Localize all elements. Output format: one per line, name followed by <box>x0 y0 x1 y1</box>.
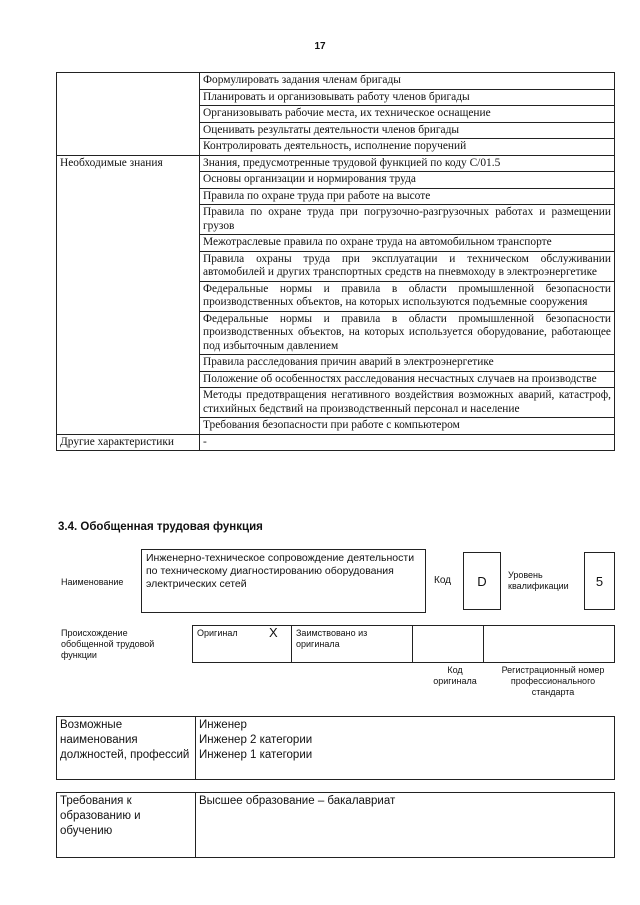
knowledge-cell: Правила по охране труда при работе на высоте <box>200 188 615 205</box>
origin-code-caption: Код оригинала <box>433 665 477 686</box>
skill-cell: Организовывать рабочие места, их техническое оснащение <box>200 106 615 123</box>
origin-mark: X <box>269 625 278 640</box>
skill-cell: Формулировать задания членам бригады <box>200 73 615 90</box>
other-characteristics-label: Другие характеристики <box>57 434 200 451</box>
origin-table <box>192 625 615 663</box>
function-name-box <box>141 549 426 613</box>
origin-borrowed-label: Заимствовано из оригинала <box>296 628 368 649</box>
level-label: Уровень квалификации <box>508 570 569 591</box>
knowledge-cell: Федеральные нормы и правила в области промышленной безопасности производственных объектов, на которых используются подъемные сооружения <box>200 281 615 311</box>
skill-cell: Контролировать деятельность, исполнение поручений <box>200 139 615 156</box>
knowledge-cell: Методы предотвращения негативного воздействия возможных аварий, катастроф, стихийных бедствий на производственный персонал и население <box>200 388 615 418</box>
section-heading: 3.4. Обобщенная трудовая функция <box>58 521 263 533</box>
knowledge-cell: Правила охраны труда при эксплуатации и техническом обслуживании автомобилей и других транспортных средств на пневмоходу в электроэнергетике <box>200 251 615 281</box>
knowledge-cell: Правила по охране труда при погрузочно-разгрузочных работах и размещении грузов <box>200 205 615 235</box>
knowledge-label: Необходимые знания <box>57 155 200 434</box>
knowledge-cell: Положение об особенностях расследования несчастных случаев на производстве <box>200 371 615 388</box>
origin-reg-caption: Регистрационный номер профессионального стандарта <box>501 665 605 697</box>
position-item: Инженер 1 категории <box>199 749 313 761</box>
page-number: 17 <box>314 41 326 52</box>
code-value: D <box>477 573 487 589</box>
positions-values <box>196 717 615 780</box>
table-row <box>193 626 615 663</box>
skill-cell: Оценивать результаты деятельности членов бригады <box>200 122 615 139</box>
code-label: Код <box>434 575 452 586</box>
knowledge-cell: Правила расследования причин аварий в электроэнергетике <box>200 355 615 372</box>
code-box <box>463 552 501 610</box>
education-value: Высшее образование – бакалавриат <box>196 793 615 858</box>
positions-label: Возможные наименования должностей, профессий <box>57 717 196 780</box>
knowledge-cell: Основы организации и нормирования труда <box>200 172 615 189</box>
row-label-empty <box>57 73 200 156</box>
origin-code-cell <box>413 626 484 663</box>
education-table <box>56 792 615 858</box>
level-value: 5 <box>595 573 604 589</box>
function-name-value: Инженерно-техническое сопровождение деятельности по техническому диагностированию оборудования электрических сетей <box>146 552 415 590</box>
knowledge-cell: Федеральные нормы и правила в области промышленной безопасности производственных объектов, на которых используется оборудование, работающее под избыточным давлением <box>200 311 615 355</box>
table-row <box>57 155 615 172</box>
name-label: Наименование <box>61 577 124 587</box>
level-box <box>584 552 615 610</box>
table-row <box>57 717 615 780</box>
table-row <box>57 434 615 451</box>
education-label: Требования к образованию и обучению <box>57 793 196 858</box>
origin-label: Происхождение обобщенной трудовой функции <box>61 628 155 660</box>
skill-cell: Планировать и организовывать работу членов бригады <box>200 89 615 106</box>
origin-reg-number-cell <box>484 626 615 663</box>
table-row <box>57 73 615 90</box>
origin-original-label: Оригинал <box>197 628 238 638</box>
knowledge-cell: Знания, предусмотренные трудовой функцией по коду С/01.5 <box>200 155 615 172</box>
skills-knowledge-table <box>56 72 615 451</box>
knowledge-cell: Межотраслевые правила по охране труда на автомобильном транспорте <box>200 235 615 252</box>
position-item: Инженер <box>199 719 247 731</box>
table-row <box>57 793 615 858</box>
knowledge-cell: Требования безопасности при работе с компьютером <box>200 418 615 435</box>
other-characteristics-value: - <box>200 434 615 451</box>
position-item: Инженер 2 категории <box>199 734 313 746</box>
origin-original-cell <box>193 626 292 663</box>
positions-table <box>56 716 615 780</box>
origin-borrowed-cell <box>292 626 413 663</box>
